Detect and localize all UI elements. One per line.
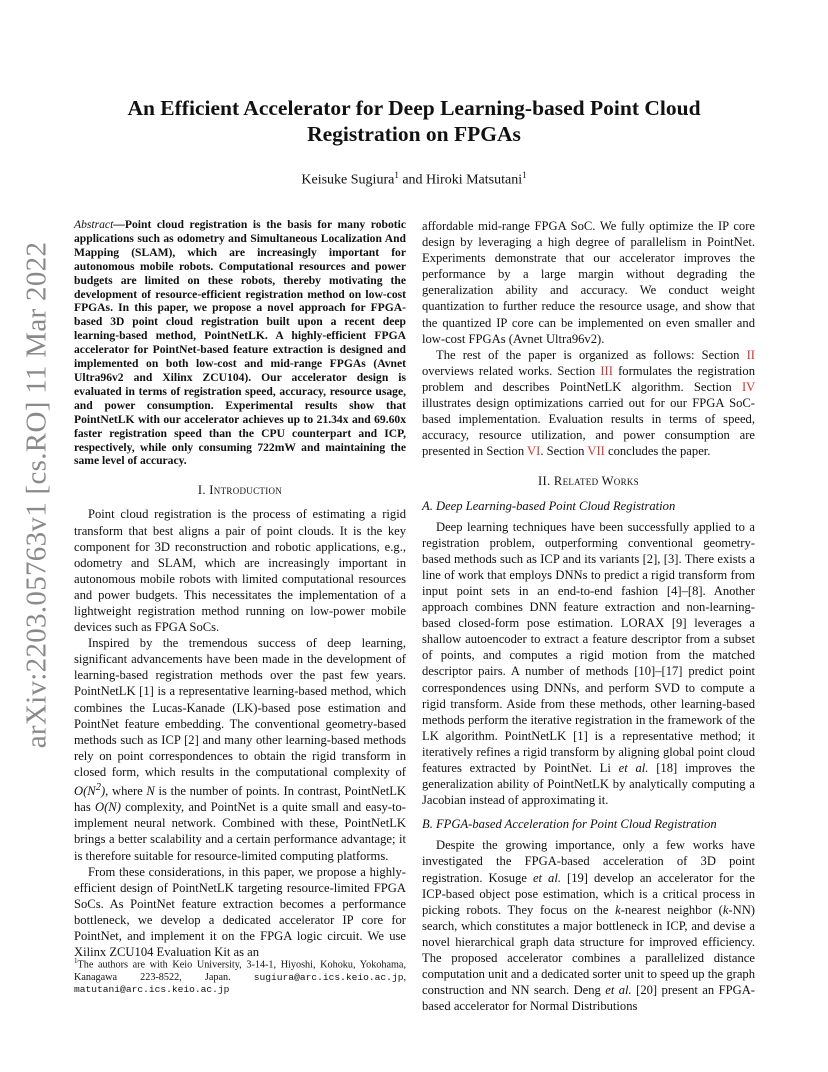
footnote-mark: 1 <box>74 957 78 965</box>
related-p2-text-e: [20] present an FPGA-based accelerator for Normal Distributions <box>422 983 755 1014</box>
on2-base: O(N <box>74 784 96 799</box>
intro-p2-text-c: is the number of points. In contrast, PointNetLK has <box>74 784 406 815</box>
on2-exp: 2 <box>95 782 101 793</box>
section-ref-vi[interactable]: VI <box>527 444 541 459</box>
paper-organization-paragraph <box>422 347 755 460</box>
author-2: Hiroki Matsutani <box>426 172 523 188</box>
related-p1-text-b: [18] improves the generalization ability of PointNetLK by analytically computing a Jacobian instead of approximating it. <box>422 761 755 808</box>
org-text-b: overviews related works. Section <box>422 363 601 378</box>
intro-paragraph-3-continued: affordable mid-range FPGA SoC. We fully optimize the IP core design by leveraging a high degree of parallelism in PointNet. Experiments demonstrate that our accelerator improves the performance by a large margin without degrading the generalization ability and accuracy. We conduct weight quantization to further reduce the resource usage, and show that the quantized IP core can be implemented on even smaller and low-cost FPGAs (Avnet Ultra96v2). <box>422 219 755 346</box>
intro-p2-text-d: complexity, and PointNet is a quite small and easy-to-implement neural network. Combined with these, PointNetLK brings a better scalability and a certain performance advantage; it is therefore suitable for resource-limited computing platforms. <box>74 800 406 863</box>
related-p2-text-a: Despite the growing importance, only a few works have investigated the FPGA-based acceleration of 3D point registration. Kosuge <box>422 838 755 885</box>
related-p2-text-c: -nearest neighbor ( <box>620 902 723 917</box>
intro-paragraph-3: From these considerations, in this paper, we propose a highly-efficient design of PointNetLK targeting resource-limited FPGA SoCs. As PointNet feature extraction becomes a performance bottleneck, we develop a dedicated accelerator IP core for PointNet, and implement it on the FPGA logic circuit. We use Xilinx ZCU104 Evaluation Kit as an <box>74 864 406 960</box>
section-ref-vii[interactable]: VII <box>587 444 605 459</box>
abstract <box>74 218 406 468</box>
author-and: and <box>398 172 427 188</box>
org-text-e: . Section <box>540 444 588 459</box>
footnote <box>74 955 406 997</box>
abstract-dash: — <box>113 218 125 231</box>
arxiv-id: arXiv:2203.05763v1 [cs.RO] 11 Mar 2022 <box>20 241 53 749</box>
related-paragraph-2 <box>422 837 755 1014</box>
org-text-a: The rest of the paper is organized as follows: Section <box>436 347 747 362</box>
related-p1-text-a: Deep learning techniques have been successfully applied to a registration problem, outperforming conventional geometry-based methods such as ICP and its variants [2], [3]. There exists a line of work that employs DNNs to predict a rigid transform from input point sets in an end-to-end fashion [4]–[8]. Another approach combines DNN feature extraction and non-learning-based closed-form pose estimation. LORAX [9] leverages a shallow autoencoder to extract a feature descriptor from a subset of points, and computes a rigid motion from the matched descriptor pairs. A number of methods [10]–[17] predict point correspondences using DNNs, and perform SVD to compute a rigid transform. Aside from these methods, other learning-based methods perform the iterative registration in the framework of the LK algorithm. PointNetLK [1] is a representative method; it iteratively refines a rigid transform by aligning global point cloud features extracted by PointNet. Li <box>422 519 755 775</box>
section-ref-iii[interactable]: III <box>600 363 613 378</box>
section-ref-iv[interactable]: IV <box>741 379 755 394</box>
right-column <box>422 218 755 1014</box>
et-al: et al. <box>618 761 649 775</box>
et-al: et al. <box>605 983 632 998</box>
org-text-f: concludes the paper. <box>604 444 711 459</box>
subsection-heading-b: B. FPGA-based Acceleration for Point Cloud Registration <box>422 817 717 832</box>
paper-title: An Efficient Accelerator for Deep Learning-based Point Cloud Registration on FPGAs <box>127 96 701 146</box>
arxiv-watermark <box>16 241 58 749</box>
on2-close: ) <box>100 784 106 799</box>
var-k: k <box>615 902 621 917</box>
related-paragraph-1 <box>422 519 755 809</box>
org-text-d: illustrates design optimizations carried out for our FPGA SoC-based implementation. Evaluation results in terms of speed, accuracy, resource utilization, and power consumption are presented in Section <box>422 396 755 459</box>
abstract-label: Abstract <box>74 218 114 231</box>
var-k: k <box>722 902 729 917</box>
email-sugiura: sugiura@arc.ics.keio.ac.jp <box>253 971 404 983</box>
footnote-comma: , <box>403 971 406 983</box>
left-column <box>74 218 406 960</box>
intro-p2-text-a: Inspired by the tremendous success of deep learning, significant advancements have been made in the development of learning-based registration methods over the past few years. PointNetLK [1] is a representative learning-based method, which combines the Lucas-Kanade (LK)-based pose estimation and PointNet feature embedding. The conventional geometry-based methods such as ICP [2] and many other learning-based methods rely on point correspondences to obtain the rigid transform in closed form, which results in the computational complexity of <box>74 636 406 779</box>
section-ref-ii[interactable]: II <box>746 347 755 362</box>
section-heading-related-works: II. Related Works <box>538 474 639 489</box>
author-2-affil: 1 <box>522 170 527 180</box>
intro-paragraph-1: Point cloud registration is the process of estimating a rigid transform that best aligns a pair of point clouds. It is the key component for 3D reconstruction and robotic applications, e.g., odometry and SLAM, which are increasingly important in autonomous mobile robots with limited computational resources and power budgets. This necessitates the implementation of a lightweight registration method running on low-power mobile devices such as FPGA SoCs. <box>74 507 406 635</box>
author-line <box>80 170 748 189</box>
footnote-text: The authors are with Keio University, 3-14-1, Hiyoshi, Kohoku, Yokohama, Kanagawa 223-8522, Japan. <box>74 959 406 983</box>
related-p2-text-b: [19] develop an accelerator for the ICP-based object pose estimation, which is a critical process in picking robots. They focus on the <box>422 870 755 917</box>
org-text-c: formulates the registration problem and describes PointNetLK algorithm. Section <box>422 363 755 394</box>
author-1-affil: 1 <box>394 170 399 180</box>
intro-p2-text-b: , where <box>105 784 147 799</box>
section-heading-introduction: I. Introduction <box>197 483 283 498</box>
author-1: Keisuke Sugiura <box>301 172 395 188</box>
et-al: et al. <box>532 870 561 885</box>
abstract-text: Point cloud registration is the basis for many robotic applications such as odometry and Simultaneous Localization And Mapping (SLAM), which are increasingly important for autonomous mobile robots. Computational resources and power budgets are limited on these robots, thereby motivating the development of resource-efficient registration method on low-cost FPGAs. In this paper, we propose a novel approach for FPGA-based 3D point cloud registration built upon a recent deep learning-based method, PointNetLK. A highly-efficient FPGA accelerator for PointNet-based feature extraction is designed and implemented on both low-cost and mid-range FPGAs (Avnet Ultra96v2 and Xilinx ZCU104). Our accelerator design is evaluated in terms of registration speed, accuracy, resource usage, and power consumption. Experimental results show that PointNetLK with our accelerator achieves up to 21.34x and 69.60x faster registration speed than the CPU counterpart and ICP, respectively, while only consuming 722mW and maintaining the same level of accuracy. <box>74 218 406 468</box>
complexity-on: O(N) <box>95 800 121 815</box>
var-n: N <box>146 784 155 799</box>
related-p2-text-d: -NN) search, which constitutes a major bottleneck in ICP, and devise a novel hierarchical graph data structure for improved efficiency. The proposed accelerator combines a parallelized distance computation unit and a dedicated sorter unit to speed up the graph construction and NN search. Deng <box>422 902 755 998</box>
complexity-on2 <box>74 784 105 798</box>
subsection-heading-a: A. Deep Learning-based Point Cloud Registration <box>422 498 676 513</box>
email-matutani: matutani@arc.ics.keio.ac.jp <box>74 984 230 996</box>
intro-paragraph-2 <box>74 635 406 864</box>
